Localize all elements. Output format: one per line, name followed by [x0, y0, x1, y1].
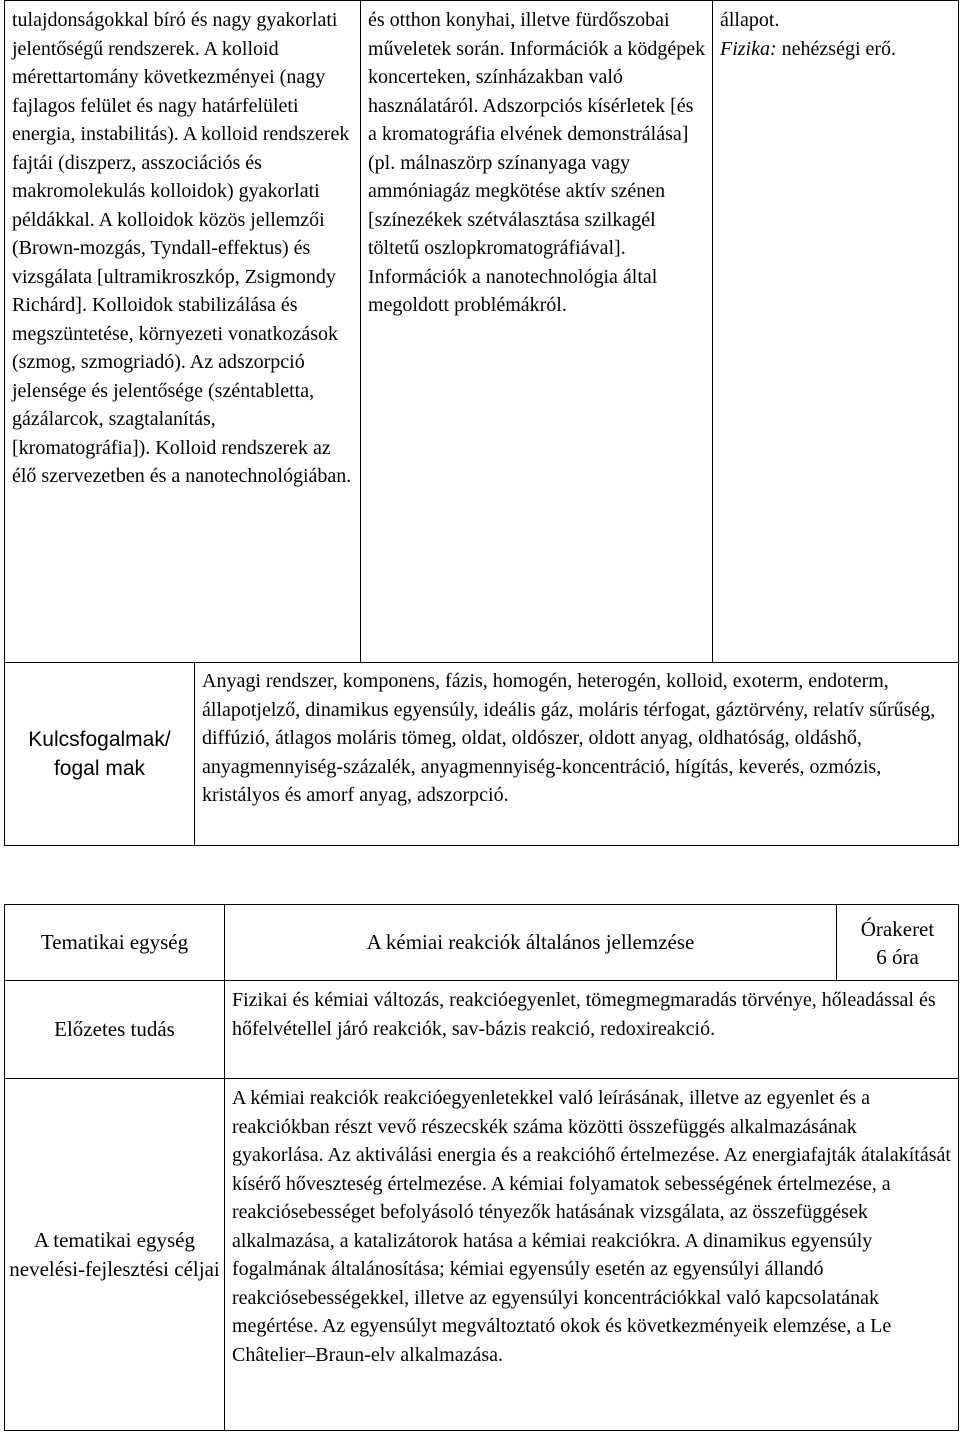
goals-label-cell — [5, 1079, 225, 1431]
physics-label: Fizika: — [720, 37, 777, 60]
keywords-cell — [195, 663, 959, 846]
unit-title: A kémiai reakciók általános jellemzése — [366, 930, 695, 955]
activities-cell — [361, 1, 713, 663]
keywords-text: Anyagi rendszer, komponens, fázis, homogén, heterogén, kolloid, exoterm, endoterm, állapotjelző, dinamikus egyensúly, ideális gáz, moláris térfogat, gáztörvény, relatív sűrűség, diffúzió, átlagos moláris tömeg, oldat, oldószer, oldott anyag, oldhatóság, oldáshő, anyagmennyiség-százalék, anyagmennyiség-koncentráció, hígítás, keverés, ozmózis, kristályos és amorf anyag, adszorpció. — [202, 670, 936, 806]
time-frame-value: 6 óra — [876, 944, 919, 969]
goals-cell — [225, 1079, 959, 1431]
prior-knowledge-label-cell — [5, 981, 225, 1079]
prior-knowledge-text: Fizikai és kémiai változás, reakcióegyenlet, tömegmegmaradás törvénye, hőleadással és hőfelvétellel járó reakciók, sav-bázis reakció, redoxireakció. — [232, 989, 936, 1040]
curriculum-table-continued — [4, 0, 959, 846]
unit-label-cell — [5, 905, 225, 981]
goals-label: A tematikai egység nevelési-fejlesztési céljai — [9, 1227, 220, 1281]
time-frame-label: Órakeret — [860, 916, 935, 941]
activities-text: és otthon konyhai, illetve fürdőszobai műveletek során. Információk a ködgépek koncerteken, színházakban való használatáról. Adszorpciós kísérletek [és a kromatográfia elvének demonstrálása] (pl. málnaszörp színanyaga vagy ammóniagáz megkötése aktív szénen [színezékek szétválasztása szilkagél töltetű oszlopkromatográfiával]. Információk a nanotechnológia által megoldott problémákról. — [368, 9, 706, 316]
connections-cell — [713, 1, 959, 663]
unit-label: Tematikai egység — [40, 930, 189, 954]
connections-line: állapot. — [720, 9, 780, 31]
prior-knowledge-cell — [225, 981, 959, 1079]
physics-text: nehézségi erő. — [776, 37, 897, 60]
physics-connection — [720, 35, 952, 64]
goals-text: A kémiai reakciók reakcióegyenletekkel való leírásának, illetve az egyenlet és a reakciókban részt vevő részecskék száma közötti összefüggés alkalmazásának gyakorlása. Az aktiválási energia és a reakcióhő értelmezése. Az energiafajták átalakítását kísérő hőveszteség értelmezése. A kémiai folyamatok sebességének értelmezése, a reakciósebességet befolyásoló tényezők hatásának vizsgálata, az összefüggések alkalmazása, a katalizátorok hatása a kémiai reakciókra. A dinamikus egyensúly fogalmának általánosítása; kémiai egyensúly esetén az egyensúlyi állandó reakciósebességekkel, illetve az egyensúlyi koncentrációkkal való kapcsolatának megértése. Az egyensúlyt megváltoztató okok és következményeik elemzése, a Le Châtelier–Braun-elv alkalmazása. — [232, 1087, 951, 1366]
content-cell — [5, 1, 361, 663]
thematic-unit-table — [4, 904, 959, 1431]
keywords-label-cell — [5, 663, 195, 846]
unit-title-cell — [225, 905, 837, 981]
keywords-label: Kulcsfogalmak/ fogal mak — [28, 728, 171, 780]
time-frame-cell — [837, 905, 959, 981]
prior-knowledge-label: Előzetes tudás — [54, 1017, 175, 1041]
content-text: tulajdonságokkal bíró és nagy gyakorlati jelentőségű rendszerek. A kolloid mérettartomány következményei (nagy fajlagos felület és nagy határfelületi energia, instabilitás). A kolloid rendszerek fajtái (diszperz, asszociációs és makromolekulás kolloidok) gyakorlati példákkal. A kolloidok közös jellemzői (Brown-mozgás, Tyndall-effektus) és vizsgálata [ultramikroszkóp, Zsigmondy Richárd]. Kolloidok stabilizálása és megszüntetése, környezeti vonatkozások (szmog, szmogriadó). Az adszorpció jelensége és jelentősége (széntabletta, gázálarcok, szagtalanítás, [kromatográfia]). Kolloid rendszerek az élő szervezetben és a nanotechnológiában. — [12, 9, 352, 487]
